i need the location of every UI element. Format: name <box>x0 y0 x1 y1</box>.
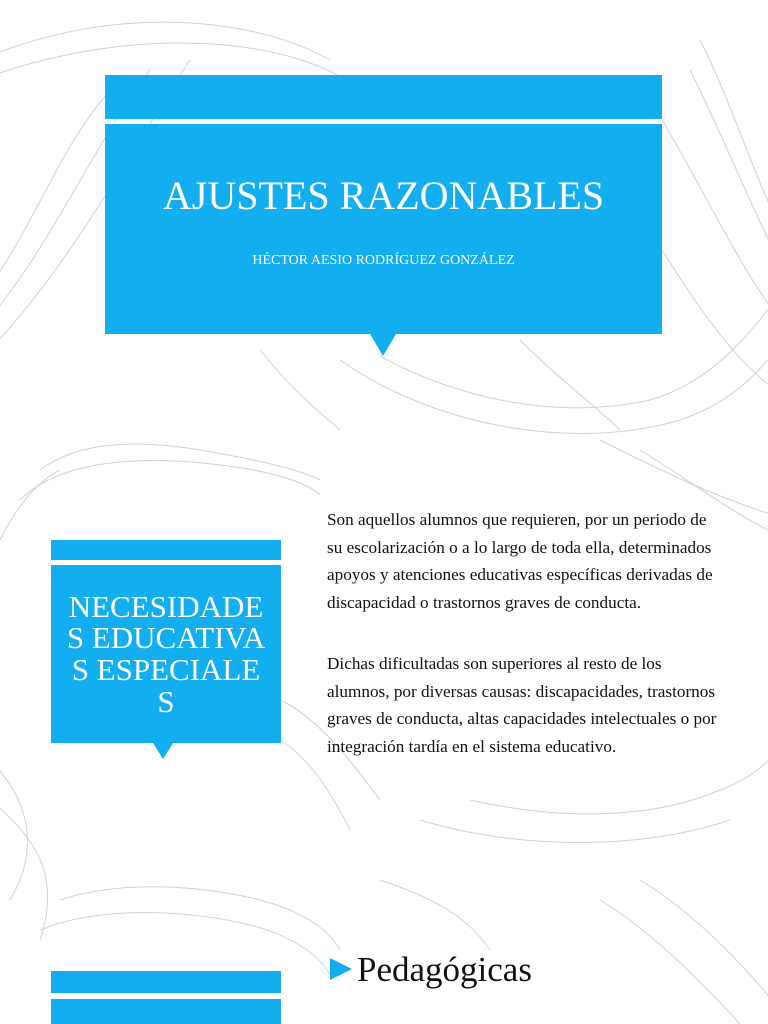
slide-subtitle: HÉCTOR AESIO RODRÍGUEZ GONZÁLEZ <box>252 253 515 268</box>
title-accent-strip <box>105 75 662 119</box>
list-accent-strip <box>51 971 281 993</box>
bullet-text: Pedagógicas <box>357 950 532 989</box>
definition-slide <box>0 430 768 860</box>
title-slide <box>0 0 768 430</box>
arrow-bullet-icon <box>330 958 352 980</box>
title-box <box>105 124 662 334</box>
causes-paragraph: Dichas dificultadas son superiores al resto de los alumnos, por diversas causas: discapacidades, trastornos graves de conducta, altas capacidades intelectuales o por integración tardía en el sistema educativo. <box>327 654 717 756</box>
list-heading-box <box>51 999 281 1024</box>
section-heading: NECESIDADES EDUCATIVAS ESPECIALES <box>66 588 266 719</box>
list-slide <box>0 860 768 1024</box>
heading-box <box>51 565 281 743</box>
slide-title: AJUSTES RAZONABLES <box>162 173 605 218</box>
title-box-pointer <box>370 334 396 356</box>
bullet-item <box>330 950 532 990</box>
heading-accent-strip <box>51 540 281 560</box>
definition-paragraph: Son aquellos alumnos que requieren, por un periodo de su escolarización o a lo largo de toda ella, determinados apoyos y atenciones educativas específicas derivadas de discapacidad o trastornos graves de conducta. <box>327 510 713 612</box>
heading-box-pointer <box>153 743 173 759</box>
